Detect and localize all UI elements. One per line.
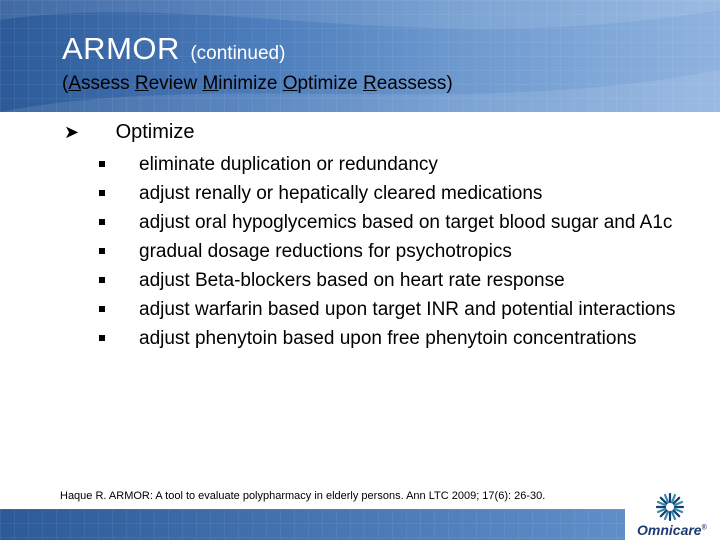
list-item (95, 182, 685, 205)
subtitle-text: ptimize (297, 73, 363, 94)
bullet-text: gradual dosage reductions for psychotropics (139, 241, 512, 262)
list-item (95, 240, 685, 263)
square-bullet-icon (99, 306, 105, 312)
registered-mark: ® (701, 524, 707, 532)
subtitle-text: ssess (81, 73, 135, 94)
level1-label: Optimize (115, 121, 195, 143)
subtitle-text: ( (62, 73, 69, 94)
list-item (95, 211, 685, 234)
title-continued: (continued) (190, 43, 286, 64)
slide-subtitle (62, 73, 453, 95)
subtitle-initial: R (362, 73, 377, 94)
logo-name: Omnicare (637, 522, 702, 538)
arrow-bullet-icon: ➤ (64, 122, 80, 142)
subtitle-initial: M (202, 73, 219, 94)
square-bullet-icon (99, 248, 105, 254)
square-bullet-icon (99, 277, 105, 283)
bullet-text: adjust phenytoin based upon free phenytoin concentrations (139, 328, 637, 349)
bullet-text: adjust renally or hepatically cleared medications (139, 183, 543, 204)
slide-title (62, 31, 285, 67)
subtitle-text: inimize (218, 73, 283, 94)
subtitle-initial: A (68, 73, 82, 94)
bullet-text: adjust warfarin based upon target INR and potential interactions (139, 299, 676, 320)
list-item (95, 153, 685, 176)
bullet-list (95, 153, 685, 356)
footer-bar (0, 509, 625, 540)
subtitle-text: eview (148, 73, 203, 94)
level1-item (64, 121, 194, 144)
square-bullet-icon (99, 335, 105, 341)
subtitle-initial: O (282, 73, 298, 94)
omnicare-logo (637, 522, 707, 538)
bullet-text: adjust Beta-blockers based on heart rate response (139, 270, 565, 291)
square-bullet-icon (99, 161, 105, 167)
list-item (95, 269, 685, 292)
square-bullet-icon (99, 190, 105, 196)
subtitle-text: eassess) (376, 73, 453, 94)
list-item (95, 327, 685, 350)
subtitle-initial: R (134, 73, 149, 94)
bullet-text: adjust oral hypoglycemics based on target blood sugar and A1c (139, 212, 673, 233)
header-banner (0, 0, 720, 112)
bullet-text: eliminate duplication or redundancy (139, 154, 438, 175)
square-bullet-icon (99, 219, 105, 225)
title-main: ARMOR (62, 31, 180, 66)
list-item (95, 298, 685, 321)
citation: Haque R. ARMOR: A tool to evaluate polypharmacy in elderly persons. Ann LTC 2009; 17(6): 26-30. (60, 490, 546, 502)
omnicare-logo-icon (653, 492, 687, 522)
